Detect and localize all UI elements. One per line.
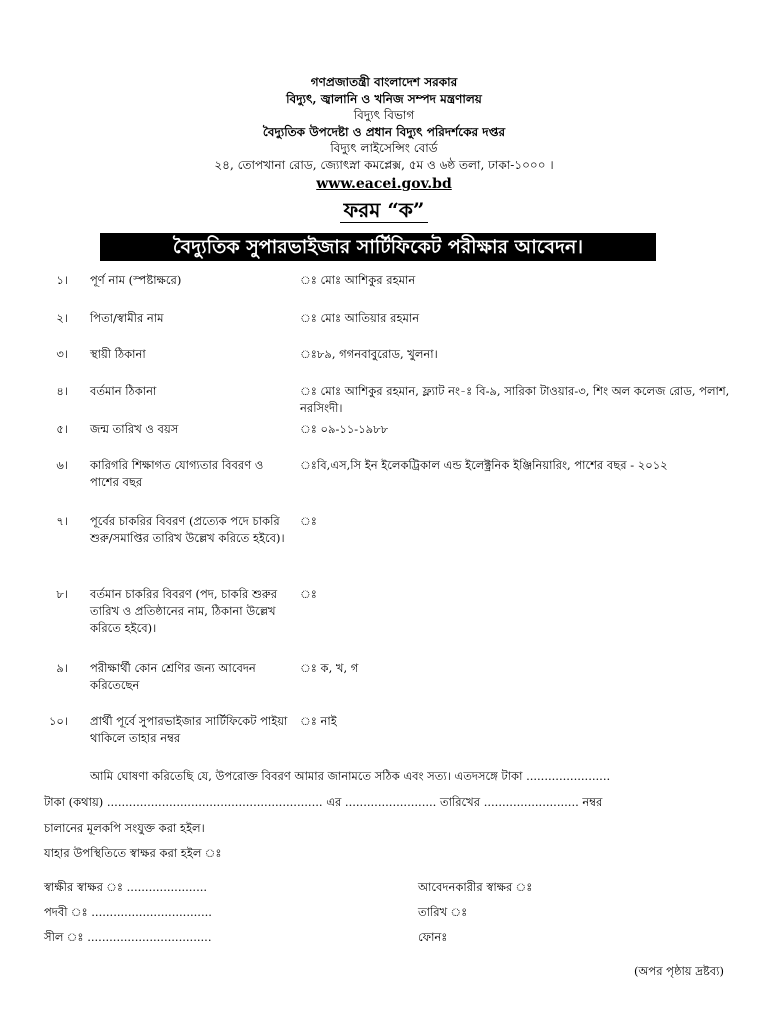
field-label: পরীক্ষার্থী কোন শ্রেণির জন্য আবেদন করিতেছেন [90, 661, 256, 692]
witness-seal: সীল ঃ .................................. [44, 930, 212, 944]
office-address: ২৪, তোপখানা রোড, জ্যোৎস্না কমপ্লেক্স, ৫ম ও ৬ষ্ঠ তলা, ঢাকা-১০০০ । [214, 157, 554, 172]
field-value: ঃ৮৯, গগনবাবুরোড, খুলনা। [300, 347, 438, 361]
form-label [0, 196, 768, 229]
field-number: ৫। [56, 422, 68, 436]
field-value: ঃ মোঃ আশিকুর রহমান, ফ্ল্যাট নং-ঃ বি-৯, সারিকা টাওয়ার-৩, শিং অল কলেজ রোড, পলাশ, নরসিংদী। [300, 384, 730, 415]
division-name: বিদ্যুৎ বিভাগ [353, 108, 415, 122]
field-value: ঃ ক, খ, গ [300, 661, 359, 675]
field-value: ঃ ০৯-১১-১৯৮৮ [300, 422, 389, 436]
ministry-name: বিদ্যুৎ, জ্বালানি ও খনিজ সম্পদ মন্ত্রণালয় [286, 91, 482, 106]
field-label: পিতা/স্বামীর নাম [90, 311, 164, 325]
field-number: ৮। [56, 587, 68, 601]
form-label-text: ফরম “ক” [340, 198, 429, 223]
website-link[interactable]: www.eacei.gov.bd [316, 176, 452, 192]
field-value: ঃ [300, 514, 317, 528]
field-label: বর্তমান চাকরির বিবরণ (পদ, চাকরি শুরুর তারিখ ও প্রতিষ্ঠানের নাম, ঠিকানা উল্লেখ করিতে হইবে)। [90, 587, 278, 635]
field-number: ১। [56, 273, 68, 287]
field-label: জন্ম তারিখ ও বয়স [90, 422, 179, 436]
field-label: প্রার্থী পূর্বে সুপারভাইজার সার্টিফিকেট পাইয়া থাকিলে তাহার নম্বর [90, 714, 288, 745]
declaration-line-2: টাকা (কথায়) ........................................................... এর ......................... তারিখের .......................... নম্বর [44, 795, 603, 809]
declaration-line-1: আমি ঘোষণা করিতেছি যে, উপরোক্ত বিবরণ আমার জানামতে সঠিক এবং সত্য। এতদসঙ্গে টাকা ....................... [90, 769, 611, 783]
office-header [0, 74, 768, 173]
applicant-signature: আবেদনকারীর স্বাক্ষর ঃ [418, 880, 533, 894]
field-label: কারিগরি শিক্ষাগত যোগ্যতার বিবরণ ও পাশের বছর [90, 458, 264, 489]
field-label: বর্তমান ঠিকানা [90, 384, 157, 398]
declaration-line-4: যাহার উপস্থিতিতে স্বাক্ষর করা হইল ঃ [44, 846, 222, 860]
field-value: ঃ নাই [300, 714, 337, 728]
field-label: স্থায়ী ঠিকানা [90, 347, 146, 361]
office-name: বৈদ্যুতিক উপদেষ্টা ও প্রধান বিদ্যুৎ পরিদর্শকের দপ্তর [262, 124, 506, 139]
field-label: পূর্বের চাকরির বিবরণ (প্রত্যেক পদে চাকরি শুরু/সমাপ্তির তারিখ উল্লেখ করিতে হইবে)। [90, 514, 285, 545]
field-number: ৬। [56, 458, 68, 472]
witness-designation: পদবী ঃ ................................. [44, 905, 212, 919]
field-number: ২। [56, 311, 68, 325]
government-name: গণপ্রজাতন্ত্রী বাংলাদেশ সরকার [310, 75, 458, 89]
application-date: তারিখ ঃ [418, 905, 468, 919]
field-number: ৯। [56, 661, 68, 675]
witness-signature: স্বাক্ষীর স্বাক্ষর ঃ ...................... [44, 880, 208, 894]
field-value: ঃ মোঃ আশিকুর রহমান [300, 273, 416, 287]
board-name: বিদ্যুৎ লাইসেন্সিং বোর্ড [330, 141, 438, 155]
field-label: পূর্ণ নাম (স্পষ্টাক্ষরে) [90, 273, 182, 287]
field-value: ঃ মোঃ আতিয়ার রহমান [300, 311, 420, 325]
field-number: ৩। [56, 347, 68, 361]
applicant-phone: ফোনঃ [418, 930, 448, 944]
form-title-banner: বৈদ্যুতিক সুপারভাইজার সার্টিফিকেট পরীক্ষার আবেদন। [100, 233, 656, 261]
see-overleaf-note: (অপর পৃষ্ঠায় দ্রষ্টব্য) [633, 964, 724, 978]
field-value: ঃবি,এস,সি ইন ইলেকট্রিকাল এন্ড ইলেক্ট্রনিক ইঞ্জিনিয়ারিং, পাশের বছর - ২০১২ [300, 458, 668, 472]
field-value: ঃ [300, 587, 317, 601]
field-number: ১০। [48, 714, 68, 728]
field-number: ৭। [56, 514, 68, 528]
declaration-line-3: চালানের মূলকপি সংযুক্ত করা হইল। [44, 821, 205, 835]
field-number: ৪। [56, 384, 68, 398]
